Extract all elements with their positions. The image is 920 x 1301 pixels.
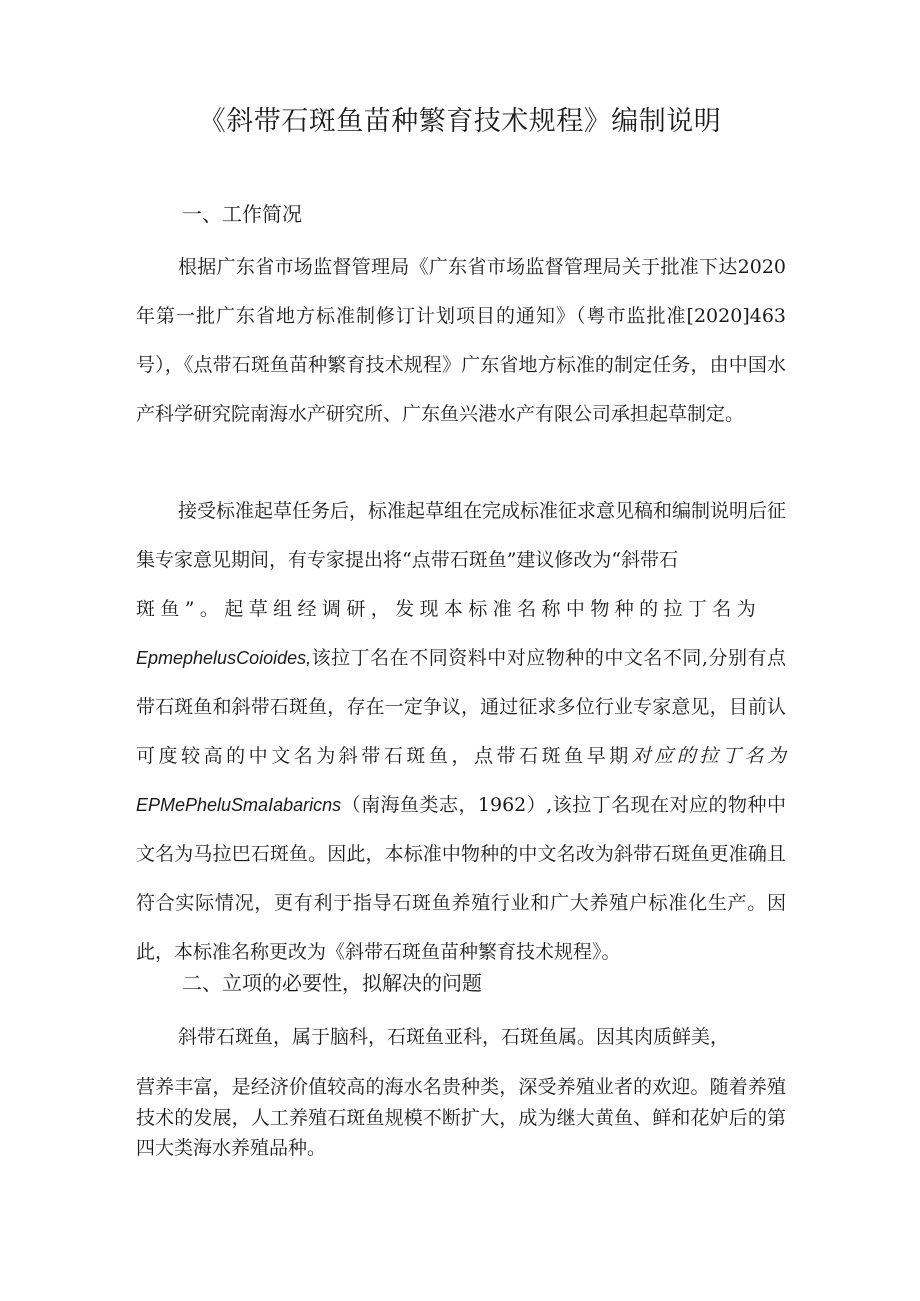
paragraph-name-change — [136, 487, 786, 977]
latin-name-coioides: EpmephelusCoioides, — [136, 648, 312, 668]
paragraph-name-change-tail: （南海鱼类志，1962）,该拉丁名现在对应的物种中文名为马拉巴石斑鱼。因此，本标准中物种的中文名改为斜带石斑鱼更准确且符合实际情况，更有利于指导石斑鱼养殖行业和广大养殖户标准化生产。因此，本标准名称更改为《斜带石斑鱼苗种繁育技术规程》。 — [136, 794, 786, 963]
latin-name-malabaricus: EPMePheluSmaIabaricns — [136, 795, 342, 815]
paragraph-name-change-body — [136, 634, 786, 977]
paragraph-name-change-line1: 接受标准起草任务后，标准起草组在完成标准征求意见稿和编制说明后征集专家意见期间，有专家提出将“点带石斑鱼”建议修改为“斜带石 — [136, 500, 787, 571]
paragraph-species-intro: 斜带石斑鱼，属于脑科，石斑鱼亚科，石斑鱼属。因其肉质鲜美， — [178, 1026, 730, 1048]
paragraph-species-value: 营养丰富，是经济价值较高的海水名贵种类，深受养殖业者的欢迎。随着养殖技术的发展，人工养殖石斑鱼规模不断扩大，成为继大黄鱼、鲜和花妒后的第四大类海水养殖品种。 — [136, 1076, 786, 1159]
paragraph-name-change-text: 该拉丁名在不同资料中对应物种的中文名不同,分别有点带石斑鱼和斜带石斑鱼，存在一定争议，通过征求多位行业专家意见，目前认可度较高的中文名为斜带石斑鱼，点带石斑鱼早期 — [136, 647, 786, 767]
paragraph-background: 根据广东省市场监督管理局《广东省市场监督管理局关于批准下达2020年第一批广东省地方标准制修订计划项目的通知》（粤市监批准[2020]463号），《点带石斑鱼苗种繁育技术规程》广东省地方标准的制定任务，由中国水产科学研究院南海水产研究所、广东鱼兴港水产有限公司承担起草制定。 — [136, 256, 786, 425]
paragraph-name-change-line2: 斑鱼”。起草组经调研，发现本标准名称中物种的拉丁名为 — [136, 598, 762, 620]
section-heading-work-overview: 一、工作简况 — [182, 202, 302, 226]
document-title: 《斜带石斑鱼苗种繁育技术规程》编制说明 — [198, 106, 722, 137]
section-heading-necessity: 二、立项的必要性，拟解决的问题 — [182, 971, 482, 995]
italic-phrase: 对应的拉丁名为 — [631, 745, 786, 767]
